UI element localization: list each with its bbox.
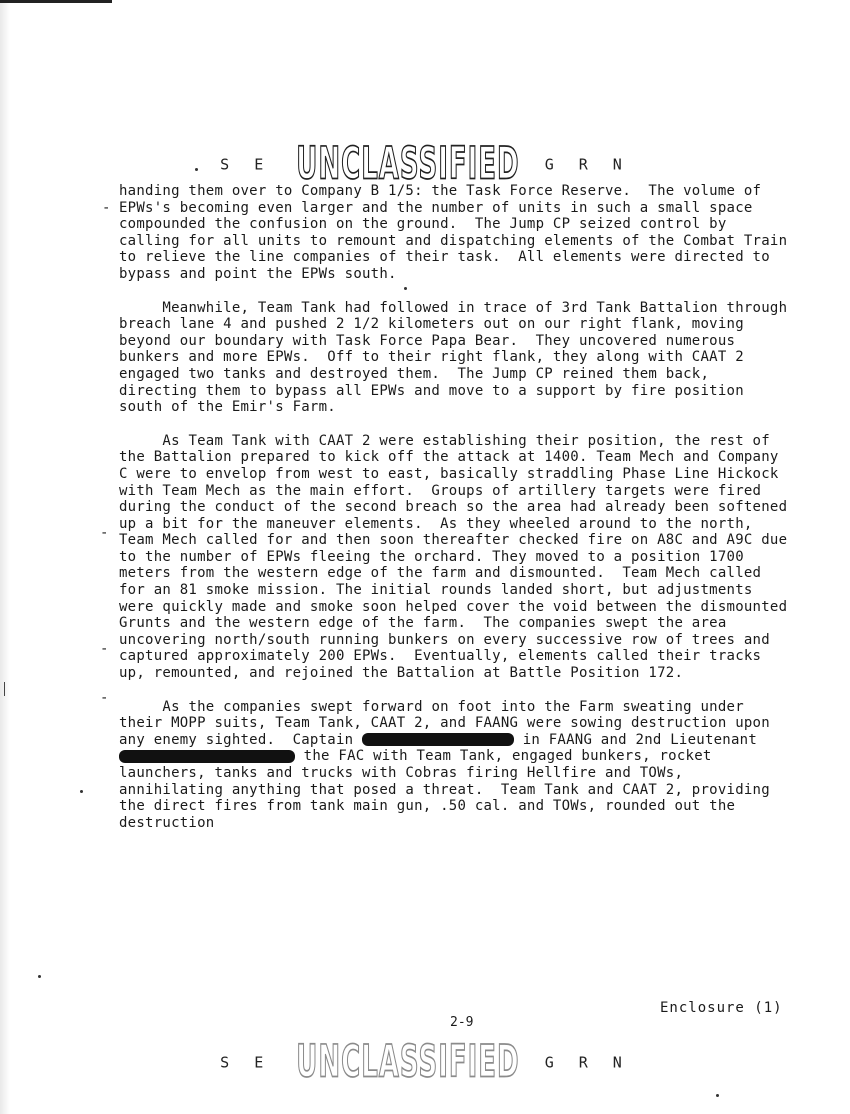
margin-mark: - [100, 525, 109, 541]
header-classification [0, 139, 850, 191]
paragraph-4 [119, 699, 794, 832]
margin-mark: - [100, 690, 109, 706]
scan-mark [4, 682, 5, 696]
footer-marking-right: G R N [544, 1053, 630, 1072]
margin-mark: - [100, 641, 109, 657]
paragraph-4-text-c: the FAC with Team Tank, engaged bunkers, rocket launchers, tanks and trucks with Cobras firing Hellfire and TOWs, annihilating anything that posed a threat. Team Tank and CAAT 2, providing the direct fires from tank main gun, .50 cal. and TOWs, rounded out the destruction [119, 748, 779, 831]
page-number: 2-9 [450, 1015, 474, 1030]
header-marking-left: S E [220, 155, 272, 174]
header-unclassified-stamp: UNCLASSIFIED [296, 139, 520, 191]
scan-speck [195, 168, 198, 171]
footer-classification [0, 1037, 850, 1089]
redaction-bar [119, 750, 295, 763]
header-marking-right: G R N [544, 155, 630, 174]
scan-speck [404, 287, 407, 290]
footer-unclassified-stamp: UNCLASSIFIED [296, 1037, 520, 1089]
scan-speck [38, 975, 41, 978]
footer-marking-left: S E [220, 1053, 272, 1072]
document-body [119, 183, 794, 848]
paragraph-1: handing them over to Company B 1/5: the Task Force Reserve. The volume of EPWs's becoming even larger and the number of units in such a small space compounded the confusion on the ground. The Jump CP seized control by calling for all units to remount and dispatching elements of the Combat Train to relieve the line companies of their task. All elements were directed to bypass and point the EPWs south. [119, 183, 796, 282]
paragraph-4-text-a: As the companies swept forward on foot into the Farm sweating under their MOPP suits, Team Tank, CAAT 2, and FAANG were sowing destruction upon any enemy sighted. Captain [119, 698, 779, 748]
paragraph-3: As Team Tank with CAAT 2 were establishing their position, the rest of the Battalion prepared to kick off the attack at 1400. Team Mech and Company C were to envelop from west to east, basically straddling Phase Line Hickock with Team Mech as the main effort. Groups of artillery targets were fired during the conduct of the second breach so the area had already been softened up a bit for the maneuver elements. As they wheeled around to the north, Team Mech called for and then soon thereafter checked fire on A8C and A9C due to the number of EPWs fleeing the orchard. They moved to a position 1700 meters from the western edge of the farm and dismounted. Team Mech called for an 81 smoke mission. The initial rounds landed short, but adjustments were quickly made and smoke soon helped cover the void between the dismounted Grunts and the western edge of the farm. The companies swept the area uncovering north/south running bunkers on every successive row of trees and captured approximately 200 EPWs. Eventually, elements called their tracks up, remounted, and rejoined the Battalion at Battle Position 172. [119, 432, 796, 682]
margin-mark: - [102, 200, 111, 216]
top-rule [0, 0, 112, 3]
scan-speck [716, 1094, 719, 1097]
enclosure-label: Enclosure (1) [660, 1000, 783, 1016]
paragraph-4-text-b: in FAANG and 2nd Lieutenant [514, 731, 766, 748]
paragraph-2: Meanwhile, Team Tank had followed in trace of 3rd Tank Battalion through breach lane 4 and pushed 2 1/2 kilometers out on our right flank, moving beyond our boundary with Task Force Papa Bear. They uncovered numerous bunkers and more EPWs. Off to their right flank, they along with CAAT 2 engaged two tanks and destroyed them. The Jump CP reined them back, directing them to bypass all EPWs and move to a support by fire position south of the Emir's Farm. [119, 299, 796, 416]
redaction-bar [362, 733, 514, 746]
scan-speck [80, 790, 83, 793]
